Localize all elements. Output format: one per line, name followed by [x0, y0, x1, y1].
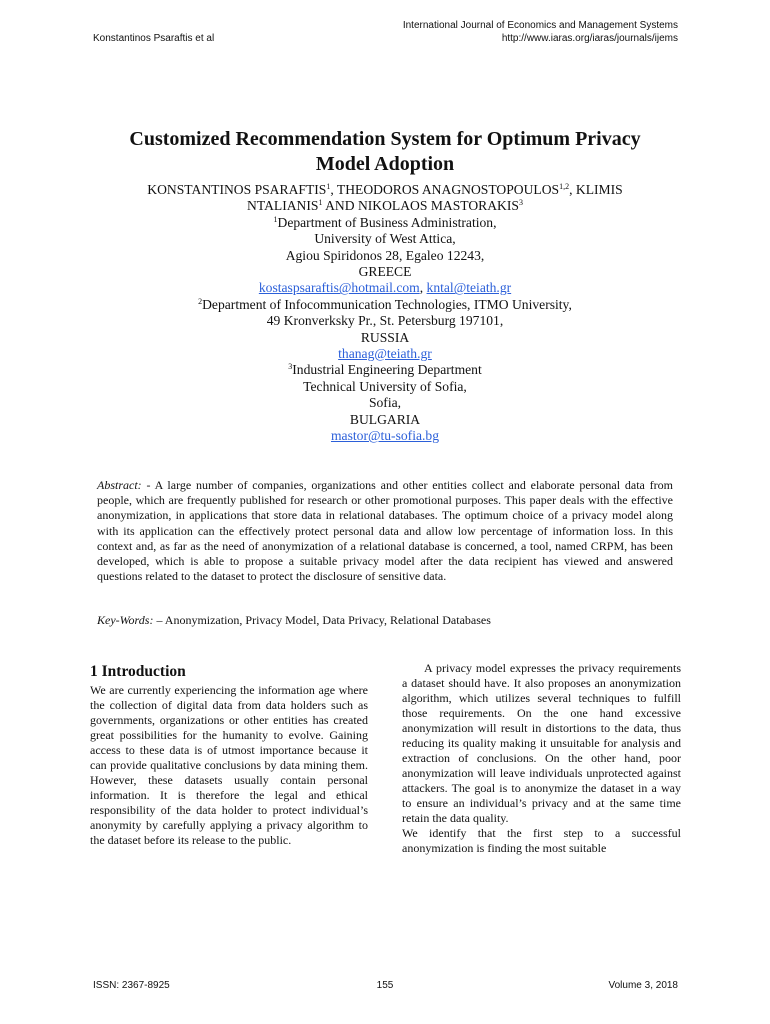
running-header-authors: Konstantinos Psaraftis et al — [93, 33, 215, 44]
email-link[interactable]: kostaspsaraftis@hotmail.com — [258, 280, 420, 296]
affiliation-text: Department of Business Administration, — [277, 214, 497, 230]
author-line-2 — [100, 198, 670, 214]
author-name: AND NIKOLAOS MASTORAKIS — [322, 198, 519, 214]
journal-name: International Journal of Economics and Management Systems — [402, 20, 678, 31]
affiliation-text: Department of Infocommunication Technologies, ITMO University, — [202, 296, 572, 312]
author-line-1 — [100, 182, 670, 198]
affiliation-2-country: RUSSIA — [360, 329, 410, 345]
affiliation-marker: 3 — [288, 362, 293, 372]
keywords-label: Key-Words: — [97, 613, 154, 627]
affiliation-marker: 3 — [518, 198, 523, 208]
affiliation-1-country: GREECE — [358, 264, 412, 280]
page-number: 155 — [376, 980, 394, 991]
affiliation-marker: 1,2 — [559, 182, 570, 191]
author-name: NTALIANIS — [247, 198, 319, 214]
paper-title-line-1: Customized Recommendation System for Optimum Privacy — [129, 128, 641, 150]
paper-title-line-2: Model Adoption — [315, 153, 455, 175]
section-heading: 1 Introduction — [90, 663, 186, 680]
paper-title — [60, 127, 710, 177]
email-link[interactable]: mastor@tu-sofia.bg — [330, 428, 440, 444]
footer-volume: Volume 3, 2018 — [608, 980, 678, 991]
affiliation-2-address: 49 Kronverksky Pr., St. Petersburg 197101, — [266, 313, 504, 329]
author-name: , KLIMIS — [569, 182, 623, 197]
affiliation-2-dept — [100, 297, 670, 313]
intro-paragraph-1: We are currently experiencing the information age where the collection of digital data from data holders such as governments, organizations or other entities has created great possibilities for the humanity to evolve. Gaining access to these data is of utmost importance because it can provide qualitative conclusions by data mining them. However, these datasets usually contain personal information. It is therefore the legal and ethical responsibility of the data holder to protect individual’s anonymity by carefully applying a privacy algorithm to the dataset before its release to the public. — [90, 683, 368, 847]
email-link[interactable]: kntal@teiath.gr — [426, 280, 512, 296]
affiliation-marker: 1 — [273, 214, 278, 224]
abstract-label: Abstract: — [97, 478, 142, 492]
affiliation-3-city: Sofia, — [368, 395, 402, 411]
affiliation-marker: 2 — [198, 296, 203, 306]
intro-paragraph-2: A privacy model expresses the privacy requirements a dataset should have. It also proposes an anonymization algorithm, which utilizes several techniques to fulfill those requirements. On the one hand excessive anonymization will result in distortions to the data, thus reducing its quality making it unsuitable for analysis and extraction of conclusions. On the other hand, poor anonymization will leave individuals unprotected against attackers. The goal is to anonymize the dataset in a way to ensure an individual’s privacy and at the same time retain the data quality. — [402, 661, 681, 825]
abstract-text: - A large number of companies, organizations and other entities collect and elaborate personal data from people, which are frequently published for research or other promotional purposes. This paper deals with the effective anonymization, in applications that store data in relational databases. The optimum choice of a privacy model along with its application can the effectively protect personal data and allow low percentage of information loss. In this context and, as far as the need of anonymization of a relational database is concerned, a tool, named CRPM, has been developed, which is able to propose a suitable privacy model after the data recipient has viewed and answered questions related to the dataset to protect the disclosure of sensitive data. — [97, 478, 673, 584]
affiliation-1-univ: University of West Attica, — [314, 231, 456, 247]
affiliation-3-univ: Technical University of Sofia, — [303, 378, 467, 394]
abstract — [97, 478, 673, 584]
running-header-journal — [358, 19, 678, 45]
affiliation-marker: 1 — [318, 198, 323, 208]
affiliation-3-email — [100, 428, 670, 444]
author-name: KONSTANTINOS PSARAFTIS — [147, 182, 327, 197]
keywords-text: – Anonymization, Privacy Model, Data Privacy, Relational Databases — [153, 613, 491, 627]
intro-paragraph-3: We identify that the first step to a successful anonymization is finding the most suitable — [402, 826, 681, 855]
affiliation-1-dept — [100, 215, 670, 231]
footer-issn: ISSN: 2367-8925 — [93, 980, 170, 991]
affiliation-3-country: BULGARIA — [349, 411, 421, 427]
affiliation-2-email — [100, 346, 670, 362]
right-column — [402, 661, 681, 856]
keywords — [97, 613, 673, 628]
affiliation-3-dept — [100, 362, 670, 378]
email-link[interactable]: thanag@teiath.gr — [338, 346, 432, 362]
email-separator: , — [419, 280, 427, 296]
journal-url[interactable]: http://www.iaras.org/iaras/journals/ijems — [501, 33, 678, 44]
author-name: , THEODOROS ANAGNOSTOPOULOS — [330, 182, 560, 197]
affiliation-marker: 1 — [326, 182, 331, 191]
authors-block — [100, 182, 670, 445]
affiliation-1-emails — [100, 280, 670, 296]
affiliation-1-address: Agiou Spiridonos 28, Egaleo 12243, — [285, 247, 485, 263]
affiliation-text: Industrial Engineering Department — [292, 362, 482, 378]
left-column — [90, 662, 368, 848]
